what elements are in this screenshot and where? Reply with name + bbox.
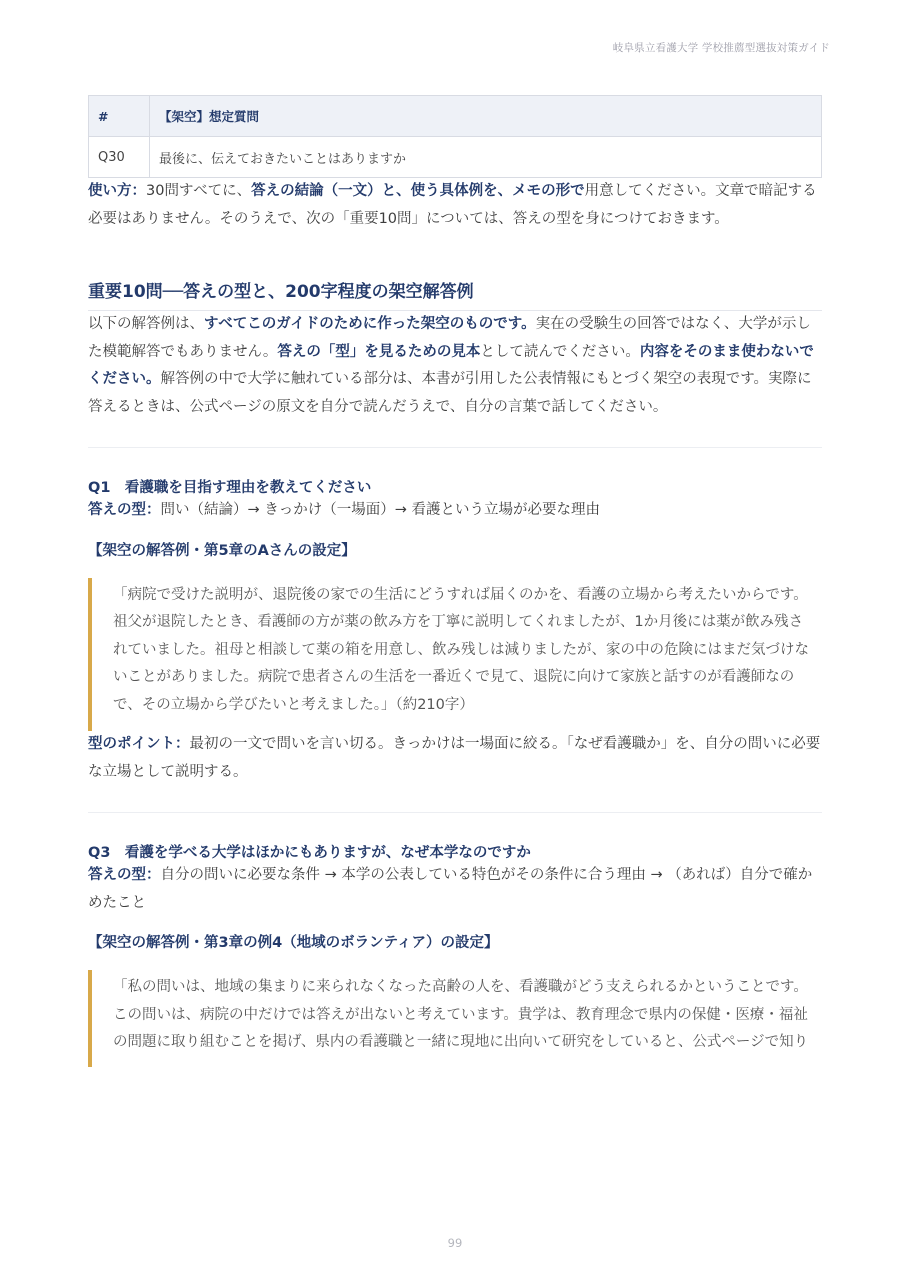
q1-example-label: 【架空の解答例・第5章のAさんの設定】: [88, 542, 356, 559]
usage-text-2: 用意してください。文章で暗記する必要はありません。そのうえで、次の「重要10問」については、答えの型を身につけておきます。: [88, 183, 817, 227]
q3-type-label: 答えの型：: [88, 867, 161, 883]
divider: [88, 812, 822, 813]
running-header: 岐阜県立看護大学 学校推薦型選抜対策ガイド: [612, 42, 830, 54]
q3-type-text: 自分の問いに必要な条件 → 本学の公表している特色がその条件に合う理由 → （あれば）自分で確かめたこと: [88, 867, 813, 911]
q1-example-quote: 「病院で受けた説明が、退院後の家での生活にどうすれば届くのかを、看護の立場から考えたいからです。祖父が退院したとき、看護師の方が薬の飲み方を丁寧に説明してくれましたが、1か月後には薬が飲み残されていました。祖母と相談して薬の箱を用意し、飲み残しは減りましたが、家の中の危険にはまだ気づけないことがありました。病院で患者さんの生活を一番近くで見て、退院に向けて家族と話すのが看護師なので、その立場から学びたいと考えました。」（約210字）: [88, 578, 822, 732]
intro-text-1: 以下の解答例は、: [88, 316, 204, 332]
section-heading: 重要10問──答えの型と、200字程度の架空解答例: [88, 277, 822, 311]
table-row: [89, 137, 822, 178]
table-cell-question: 最後に、伝えておきたいことはありますか: [150, 137, 822, 178]
intro-text-3: として読んでください。: [480, 343, 640, 360]
question-table: [88, 95, 822, 178]
intro-bold-2: 答えの「型」を見るための見本: [277, 343, 481, 360]
intro-paragraph: [88, 311, 822, 421]
q1-type-label: 答えの型：: [88, 502, 161, 518]
table-header-row: [89, 96, 822, 137]
usage-bold-1: 答えの結論（一文）と、使う具体例を、メモの形で: [251, 183, 585, 199]
table-header-number: #: [89, 96, 150, 137]
usage-paragraph: [88, 178, 822, 233]
intro-bold-1: すべてこのガイドのために作った架空のものです。: [204, 316, 536, 332]
q3-heading: Q3 看護を学べる大学はほかにもありますが、なぜ本学なのですか: [88, 845, 531, 861]
usage-text-1: 30問すべてに、: [146, 183, 252, 199]
q3-example-quote: 「私の問いは、地域の集まりに来られなくなった高齢の人を、看護職がどう支えられるかということです。この問いは、病院の中だけでは答えが出ないと考えています。貴学は、教育理念で県内の保健・医療・福祉の問題に取り組むことを掲げ、県内の看護職と一緒に現地に出向いて研究をしていると、公式ページで知り: [88, 970, 822, 1067]
q1-type-text: 問い（結論）→ きっかけ（一場面）→ 看護という立場が必要な理由: [160, 502, 601, 518]
q3-example-label: 【架空の解答例・第3章の例4（地域のボランティア）の設定】: [88, 935, 499, 951]
q1-point-text: 最初の一文で問いを言い切る。きっかけは一場面に絞る。「なぜ看護職か」を、自分の問いに必要な立場として説明する。: [88, 736, 821, 780]
table-header-question: 【架空】想定質問: [150, 96, 822, 137]
q1-heading: Q1 看護職を目指す理由を教えてください: [88, 480, 372, 496]
table-cell-number: Q30: [89, 137, 150, 178]
q1-point-label: 型のポイント：: [88, 736, 190, 752]
intro-text-4: 解答例の中で大学に触れている部分は、本書が引用した公表情報にもとづく架空の表現です。実際に答えるときは、公式ページの原文を自分で読んだうえで、自分の言葉で話してください。: [88, 371, 812, 415]
q1-answer-type: [88, 497, 822, 525]
intro-bold-3: 内容をそのまま使わないでください。: [88, 343, 814, 387]
page-number: 99: [447, 1236, 463, 1250]
intro-text-2: 実在の受験生の回答ではなく、大学が示した模範解答でもありません。: [88, 316, 811, 360]
q3-answer-type: [88, 862, 822, 917]
q1-point: [88, 731, 822, 786]
usage-label: 使い方：: [88, 183, 146, 199]
page-content: [88, 95, 822, 1067]
divider: [88, 447, 822, 448]
